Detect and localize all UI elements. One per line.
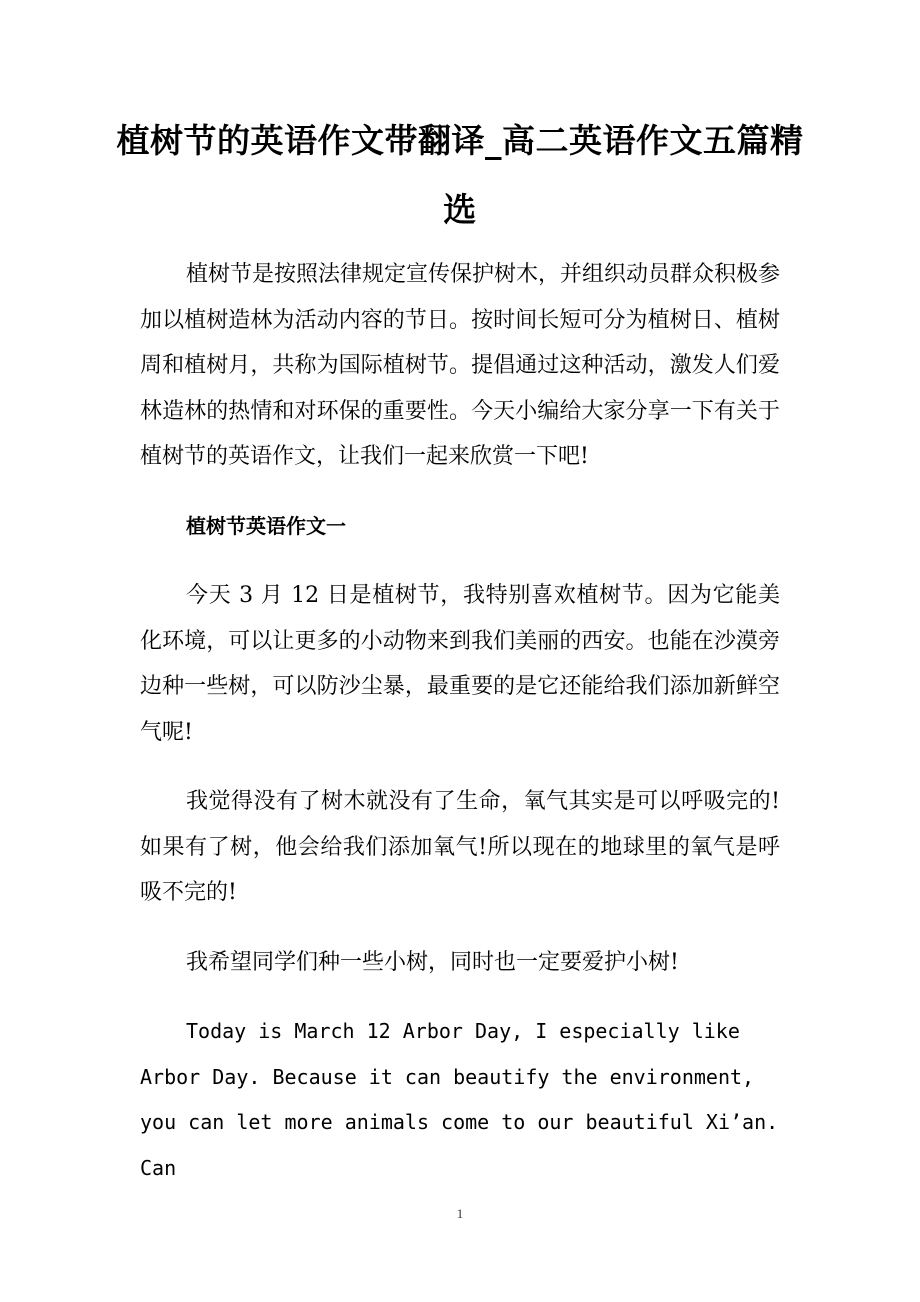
page-number: 1 — [456, 1206, 464, 1221]
body-paragraph-1: 今天 3 月 12 日是植树节，我特别喜欢植树节。因为它能美化环境，可以让更多的小动物来到我们美丽的西安。也能在沙漠旁边种一些树，可以防沙尘暴，最重要的是它还能给我们添加新鲜空气呢! — [140, 583, 780, 745]
document-title: 植树节的英语作文带翻译_高二英语作文五篇精选 — [116, 121, 804, 229]
section-heading: 植树节英语作文一 — [186, 513, 346, 538]
document-body — [140, 252, 780, 1191]
body-paragraph-3: 我希望同学们种一些小树，同时也一定要爱护小树! — [186, 949, 679, 975]
intro-paragraph: 植树节是按照法律规定宣传保护树木，并组织动员群众积极参加以植树造林为活动内容的节日。按时间长短可分为植树日、植树周和植树月，共称为国际植树节。提倡通过这种活动，激发人们爱林造林的热情和对环保的重要性。今天小编给大家分享一下有关于植树节的英语作文，让我们一起来欣赏一下吧! — [140, 262, 781, 469]
body-paragraph-2: 我觉得没有了树木就没有了生命，氧气其实是可以呼吸完的!如果有了树，他会给我们添加氧气!所以现在的地球里的氧气是呼吸不完的! — [140, 789, 780, 905]
english-paragraph: Today is March 12 Arbor Day, I especially like Arbor Day. Because it can beautify the environment, you can let more animals come to our beautiful Xi’an. Can — [140, 1019, 779, 1180]
